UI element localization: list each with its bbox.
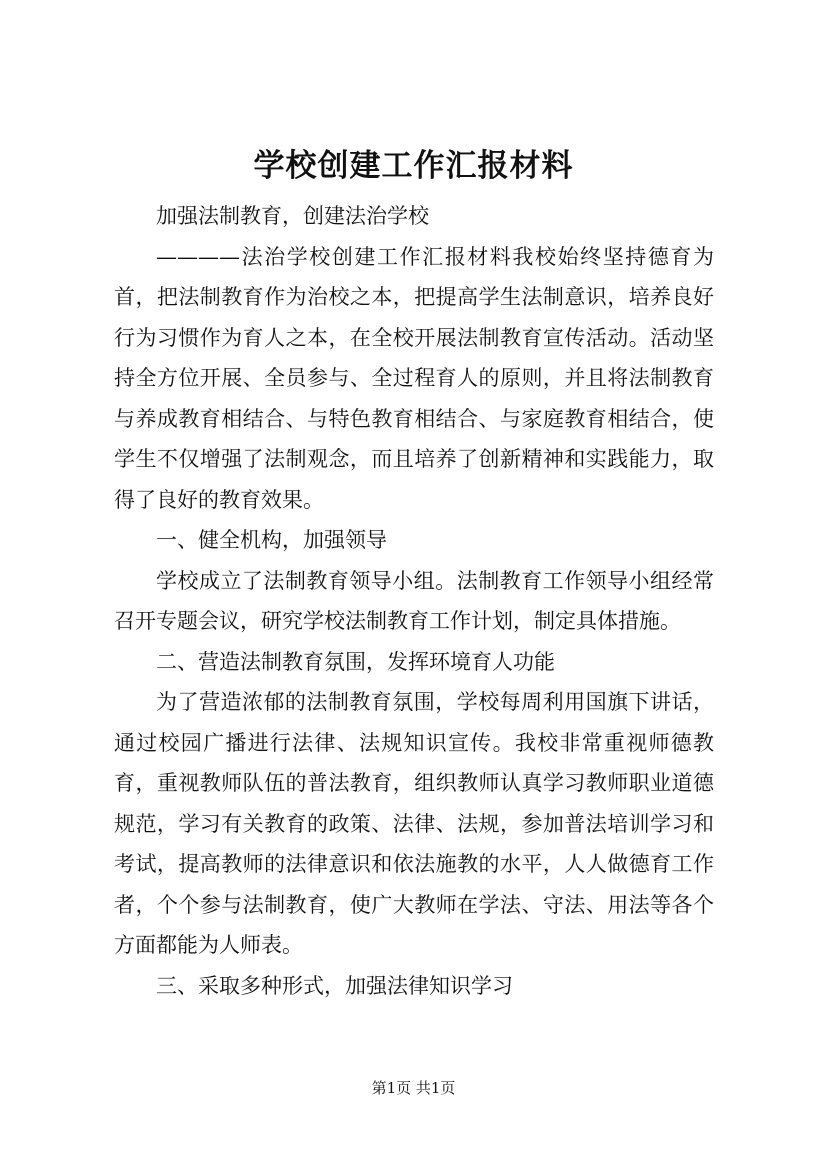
- section-heading-1: 一、健全机构，加强领导: [156, 528, 387, 552]
- page-footer: 第1页 共1页: [371, 1079, 456, 1097]
- subtitle-paragraph: 加强法制教育，创建法治学校: [156, 204, 429, 228]
- section-heading-3: 三、采取多种形式，加强法律知识学习: [156, 973, 513, 998]
- section-paragraph-2: 为了营造浓郁的法制教育氛围，学校每周利用国旗下讲话，通过校园广播进行法律、法规知识宣传。我校非常重视师德教育，重视教师队伍的普法教育，组织教师认真学习教师职业道德规范，学习有关教育的政策、法律、法规，参加普法培训学习和考试，提高教师的法律意识和依法施教的水平，人人做德育工作者，个个参与法制教育，使广大教师在学法、守法、用法等各个方面都能为人师表。: [114, 690, 714, 957]
- document-body: [114, 196, 714, 1006]
- section-paragraph-1: 学校成立了法制教育领导小组。法制教育工作领导小组经常召开专题会议，研究学校法制教育工作计划，制定具体措施。: [114, 568, 714, 633]
- section-heading-2: 二、营造法制教育氛围，发挥环境育人功能: [156, 649, 555, 674]
- intro-paragraph: ————法治学校创建工作汇报材料我校始终坚持德育为首，把法制教育作为治校之本，把提高学生法制意识，培养良好行为习惯作为育人之本，在全校开展法制教育宣传活动。活动坚持全方位开展、全员参与、全过程育人的原则，并且将法制教育与养成教育相结合、与特色教育相结合、与家庭教育相结合，使学生不仅增强了法制观念，而且培养了创新精神和实践能力，取得了良好的教育效果。: [114, 244, 714, 512]
- document-title: 学校创建工作汇报材料: [253, 148, 574, 184]
